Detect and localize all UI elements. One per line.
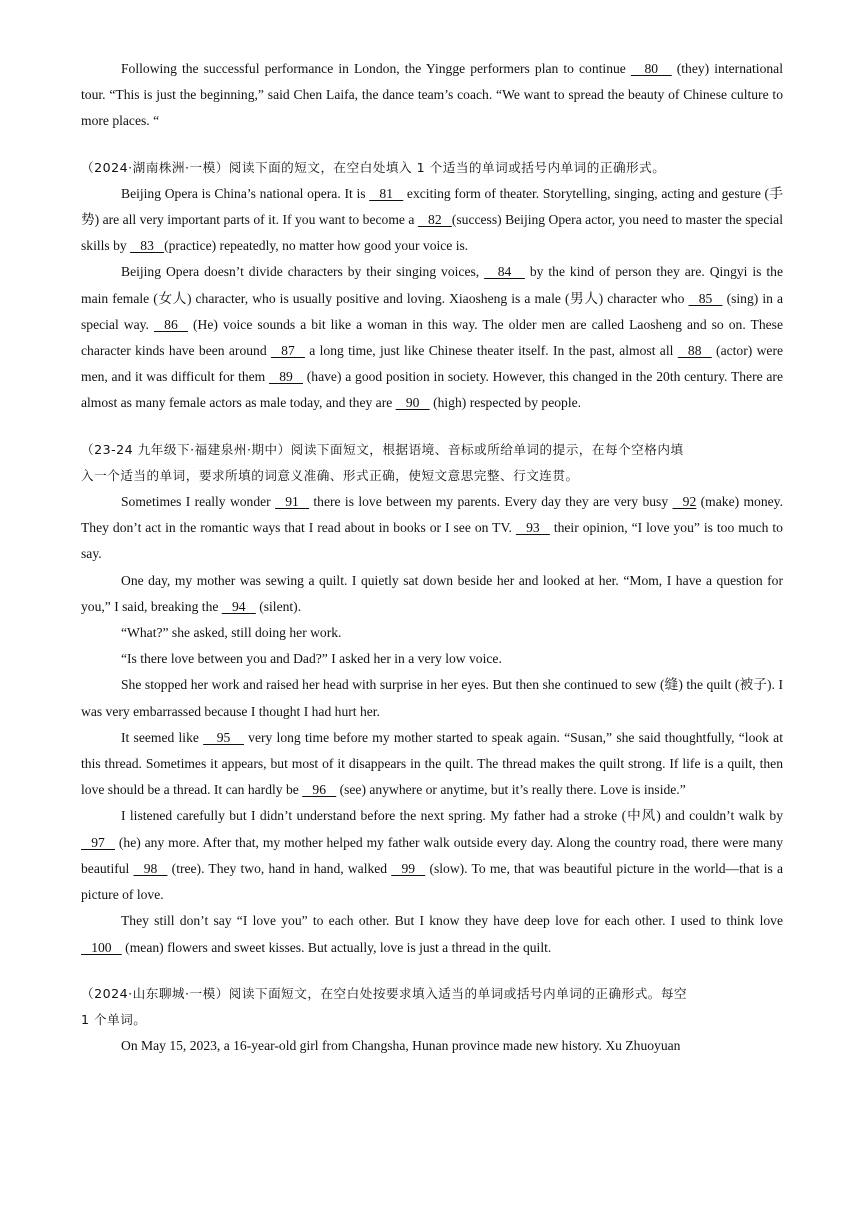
text-run: She stopped her work and raised her head with surprise in her eyes. But then she continued to sew (缝) the quilt (被子). I was very embarrassed because I thought I had hurt her. bbox=[81, 677, 783, 719]
paragraph bbox=[81, 1033, 783, 1059]
text-run: It seemed like bbox=[121, 729, 204, 745]
section-header-line-2: 入一个适当的单词，要求所填的词意义准确、形式正确，使短文意思完整、行文连贯。 bbox=[81, 467, 579, 483]
answer-blank-82: 82 bbox=[417, 212, 452, 228]
paragraph bbox=[81, 568, 783, 620]
section-header: （2024·湖南株洲·一模）阅读下面的短文，在空白处填入 1 个适当的单词或括号内单词的正确形式。 bbox=[81, 159, 666, 175]
text-run: (see) anywhere or anytime, but it’s really there. Love is inside.” bbox=[336, 782, 686, 798]
text-run: (slow). To me, that was beautiful picture in the world—that is a picture of love. bbox=[81, 860, 783, 903]
text-run: (mean) flowers and sweet kisses. But actually, love is just a thread in the quilt. bbox=[121, 939, 552, 955]
answer-blank-86: 86 bbox=[153, 316, 188, 332]
paragraph bbox=[81, 489, 783, 568]
text-run: (have) a good position in society. However, this changed in the 20th century. There are almost as many female actors as male today, and they are bbox=[81, 369, 783, 411]
section-3 bbox=[81, 437, 783, 961]
text-run: their opinion, “I love you” is too much to say. bbox=[81, 520, 783, 562]
text-run: Sometimes I really wonder bbox=[121, 494, 276, 510]
paragraph bbox=[81, 181, 783, 260]
answer-blank-81: 81 bbox=[369, 185, 404, 201]
text-run: (he) any more. After that, my mother helped my father walk outside every day. Along the country road, there were many beautiful bbox=[81, 834, 783, 876]
section-4 bbox=[81, 981, 783, 1060]
answer-blank-95: 95 bbox=[203, 729, 244, 745]
paragraph bbox=[81, 803, 783, 908]
text-run: Following the successful performance in London, the Yingge performers plan to continue bbox=[121, 61, 631, 76]
paragraph bbox=[81, 725, 783, 804]
text-run: a long time, just like Chinese theater itself. In the past, almost all bbox=[304, 343, 678, 359]
answer-blank-88: 88 bbox=[677, 343, 712, 359]
answer-blank-87: 87 bbox=[270, 343, 305, 359]
section-header-line-1: （2024·山东聊城·一模）阅读下面短文，在空白处按要求填入适当的单词或括号内单词的正确形式。每空 bbox=[81, 985, 688, 1001]
answer-blank-92: 92 bbox=[672, 494, 697, 510]
text-run: “What?” she asked, still doing her work. bbox=[121, 625, 342, 641]
answer-blank-90: 90 bbox=[395, 395, 430, 411]
paragraph bbox=[81, 908, 783, 960]
paragraph bbox=[81, 56, 783, 135]
answer-blank-91: 91 bbox=[275, 494, 310, 510]
text-run: “Is there love between you and Dad?” I asked her in a very low voice. bbox=[121, 651, 502, 667]
answer-blank-94: 94 bbox=[221, 598, 256, 614]
text-run: One day, my mother was sewing a quilt. I quietly sat down beside her and looked at her. “Mom, I have a question for you,” I said, breaking the bbox=[81, 572, 783, 614]
text-run: I listened carefully but I didn’t understand before the next spring. My father had a stroke (中风) and couldn’t walk by bbox=[121, 808, 783, 824]
section-header-line-1: （23-24 九年级下·福建泉州·期中）阅读下面短文，根据语境、音标或所给单词的提示，在每个空格内填 bbox=[81, 441, 684, 457]
text-run: (they) international tour. “This is just the beginning,” said Chen Laifa, the dance team’s coach. “We want to spread the beauty of Chinese culture to more places. “ bbox=[81, 61, 783, 129]
text-run: They still don’t say “I love you” to each other. But I know they have deep love for each other. I used to think love bbox=[121, 913, 783, 929]
answer-blank-99: 99 bbox=[391, 860, 426, 876]
answer-blank-85: 85 bbox=[688, 290, 723, 306]
text-run: (make) money. They don’t act in the romantic ways that I read about in books or I see on TV. bbox=[81, 494, 783, 536]
text-run: (He) voice sounds a bit like a woman in this way. The older men are called Laosheng and so on. These character kinds have been around bbox=[81, 316, 784, 359]
text-run: there is love between my parents. Every day they are very busy bbox=[309, 494, 673, 510]
paragraph bbox=[81, 646, 783, 672]
answer-blank-98: 98 bbox=[133, 860, 168, 876]
section-header-line-2: 1 个单词。 bbox=[81, 1011, 147, 1027]
text-run: by the kind of person they are. Qingyi is the main female (女人) character, who is usually positive and loving. Xiaosheng is a male (男人) character who bbox=[81, 264, 783, 306]
text-run: (high) respected by people. bbox=[429, 395, 582, 411]
document-page bbox=[81, 56, 783, 1059]
text-run: Beijing Opera is China’s national opera. It is bbox=[121, 185, 370, 201]
text-run: (silent). bbox=[255, 598, 302, 614]
paragraph bbox=[81, 259, 783, 416]
answer-blank-80: 80 bbox=[630, 61, 672, 76]
text-run: exciting form of theater. Storytelling, singing, acting and gesture (手势) are all very important parts of it. If you want to become a bbox=[81, 185, 783, 228]
answer-blank-100: 100 bbox=[81, 939, 122, 955]
paragraph bbox=[81, 620, 783, 646]
answer-blank-89: 89 bbox=[269, 369, 303, 385]
answer-blank-93: 93 bbox=[515, 520, 550, 536]
passage-1 bbox=[81, 56, 783, 135]
text-run: very long time before my mother started to speak again. “Susan,” she said thoughtfully, “look at this thread. Sometimes it appears, but most of it disappears in the quilt. The thread makes the quilt strong. If life is a quilt, then love should be a thread. It can hardly be bbox=[81, 729, 783, 798]
text-run: On May 15, 2023, a 16-year-old girl from Changsha, Hunan province made new history. Xu Zhuoyuan bbox=[121, 1038, 681, 1054]
section-2 bbox=[81, 155, 783, 417]
text-run: Beijing Opera doesn’t divide characters by their singing voices, bbox=[121, 264, 485, 280]
answer-blank-83: 83 bbox=[130, 238, 165, 254]
answer-blank-84: 84 bbox=[484, 264, 525, 280]
answer-blank-96: 96 bbox=[302, 782, 337, 798]
paragraph bbox=[81, 672, 783, 724]
text-run: (actor) were men, and it was difficult for them bbox=[81, 343, 784, 385]
text-run: (practice) repeatedly, no matter how good your voice is. bbox=[164, 238, 469, 254]
text-run: (success) Beijing Opera actor, you need to master the special skills by bbox=[81, 212, 783, 254]
answer-blank-97: 97 bbox=[81, 834, 115, 850]
text-run: (sing) in a special way. bbox=[81, 290, 783, 332]
text-run: (tree). They two, hand in hand, walked bbox=[167, 860, 392, 876]
